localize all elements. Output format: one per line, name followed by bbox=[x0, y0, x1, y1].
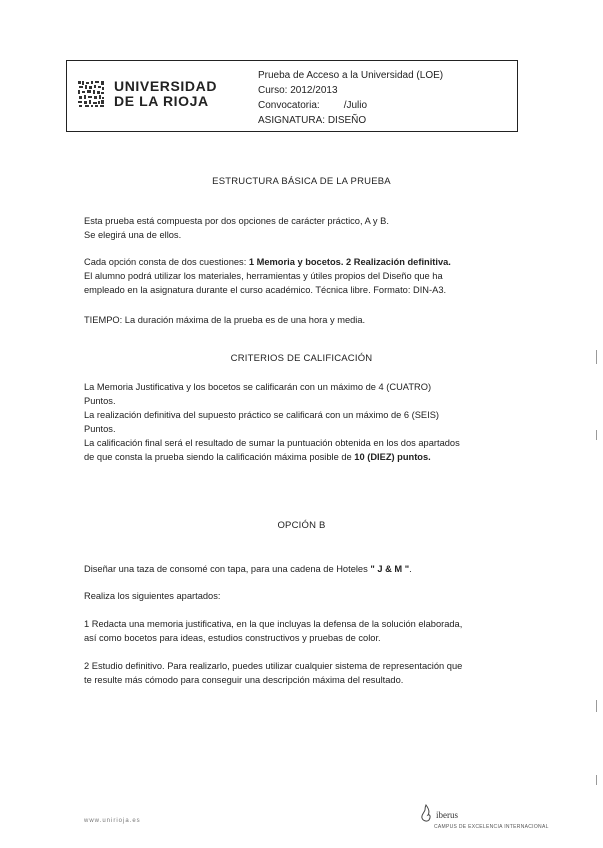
convocatoria-value: /Julio bbox=[343, 100, 368, 111]
criteria-title: CRITERIOS DE CALIFICACIÓN bbox=[230, 353, 373, 364]
option-item1-line1: 1 Redacta una memoria justificativa, en la que incluyas la defensa de la solución elaborada, bbox=[84, 619, 463, 629]
option-task-bold: " J & M " bbox=[370, 564, 410, 574]
structure-p2-line1-bold: 1 Memoria y bocetos. 2 Realización definitiva. bbox=[248, 257, 451, 267]
option-task-line bbox=[84, 562, 524, 576]
exam-header-info bbox=[258, 68, 443, 128]
criteria-line2: Puntos. bbox=[84, 396, 116, 406]
structure-p2-line2: El alumno podrá utilizar los materiales, herramientas y útiles propios del Diseño que ha bbox=[84, 271, 443, 281]
structure-title: ESTRUCTURA BÁSICA DE LA PRUEBA bbox=[212, 176, 391, 187]
iberus-subtitle: CAMPUS DE EXCELENCIA INTERNACIONAL bbox=[434, 824, 549, 830]
structure-p2-line1-text: Cada opción consta de dos cuestiones: bbox=[84, 257, 249, 267]
criteria-line4: Puntos. bbox=[84, 424, 116, 434]
option-task-end: . bbox=[409, 564, 412, 574]
course-label: Curso: 2012/2013 bbox=[258, 85, 338, 96]
structure-p2-line1 bbox=[84, 255, 524, 269]
option-item-2 bbox=[84, 659, 524, 687]
time-text: : La duración máxima de la prueba es de una hora y media. bbox=[119, 315, 366, 325]
option-title: OPCIÓN B bbox=[277, 520, 326, 531]
structure-p1-line1: Esta prueba está compuesta por dos opciones de carácter práctico, A y B. bbox=[84, 216, 389, 226]
structure-p1-line2: Se elegirá una de ellos. bbox=[84, 230, 182, 240]
subject-label: ASIGNATURA: DISEÑO bbox=[258, 115, 367, 126]
criteria-line1: La Memoria Justificativa y los bocetos se calificarán con un máximo de 4 (CUATRO) bbox=[84, 382, 432, 392]
option-task-text: Diseñar una taza de consomé con tapa, para una cadena de Hoteles bbox=[84, 564, 371, 574]
exam-title: Prueba de Acceso a la Universidad (LOE) bbox=[258, 70, 444, 81]
convocatoria-row bbox=[258, 98, 443, 113]
footer-url: www.unirioja.es bbox=[84, 818, 141, 824]
university-name-line2: DE LA RIOJA bbox=[114, 93, 209, 109]
header-border-bottom bbox=[66, 131, 518, 132]
option-item2-line1: 2 Estudio definitivo. Para realizarlo, puedes utilizar cualquier sistema de representación que bbox=[84, 661, 463, 671]
iberus-brand: iberus bbox=[436, 810, 458, 820]
university-logo-icon bbox=[77, 80, 105, 108]
university-name bbox=[114, 79, 217, 109]
margin-mark bbox=[596, 350, 597, 364]
structure-p2-line3: empleado en la asignatura durante el curso académico. Técnica libre. Formato: DIN-A3. bbox=[84, 285, 447, 295]
option-intro bbox=[84, 589, 524, 603]
margin-mark bbox=[596, 700, 597, 712]
criteria-line3: La realización definitiva del supuesto práctico se calificará con un máximo de 6 (SEIS) bbox=[84, 410, 440, 420]
option-intro-line: Realiza los siguientes apartados: bbox=[84, 591, 221, 601]
option-item-1 bbox=[84, 617, 524, 645]
criteria-line6-text: de que consta la prueba siendo la calificación máxima posible de bbox=[84, 452, 355, 462]
structure-paragraph-2 bbox=[84, 255, 524, 297]
option-task bbox=[84, 562, 524, 576]
structure-paragraph-1 bbox=[84, 214, 524, 242]
header-border-left bbox=[66, 60, 67, 131]
convocatoria-label: Convocatoria: bbox=[258, 100, 320, 111]
criteria-line6 bbox=[84, 450, 524, 464]
university-name-line1: UNIVERSIDAD bbox=[114, 78, 218, 94]
option-item2-line2: te resulte más cómodo para conseguir una descripción máxima del resultado. bbox=[84, 675, 404, 685]
time-paragraph bbox=[84, 313, 524, 327]
option-item1-line2: así como bocetos para ideas, estudios constructivos y pruebas de color. bbox=[84, 633, 381, 643]
iberus-flame-icon bbox=[420, 804, 432, 822]
time-label: TIEMPO bbox=[84, 315, 120, 325]
criteria-paragraph bbox=[84, 380, 524, 464]
criteria-line6-bold: 10 (DIEZ) puntos. bbox=[354, 452, 431, 462]
criteria-line5: La calificación final será el resultado de sumar la puntuación obtenida en los dos apartados bbox=[84, 438, 460, 448]
time-line bbox=[84, 313, 524, 327]
margin-mark bbox=[596, 775, 597, 785]
header-border-top bbox=[66, 60, 518, 61]
header-border-right bbox=[517, 60, 518, 131]
margin-mark bbox=[596, 430, 597, 440]
